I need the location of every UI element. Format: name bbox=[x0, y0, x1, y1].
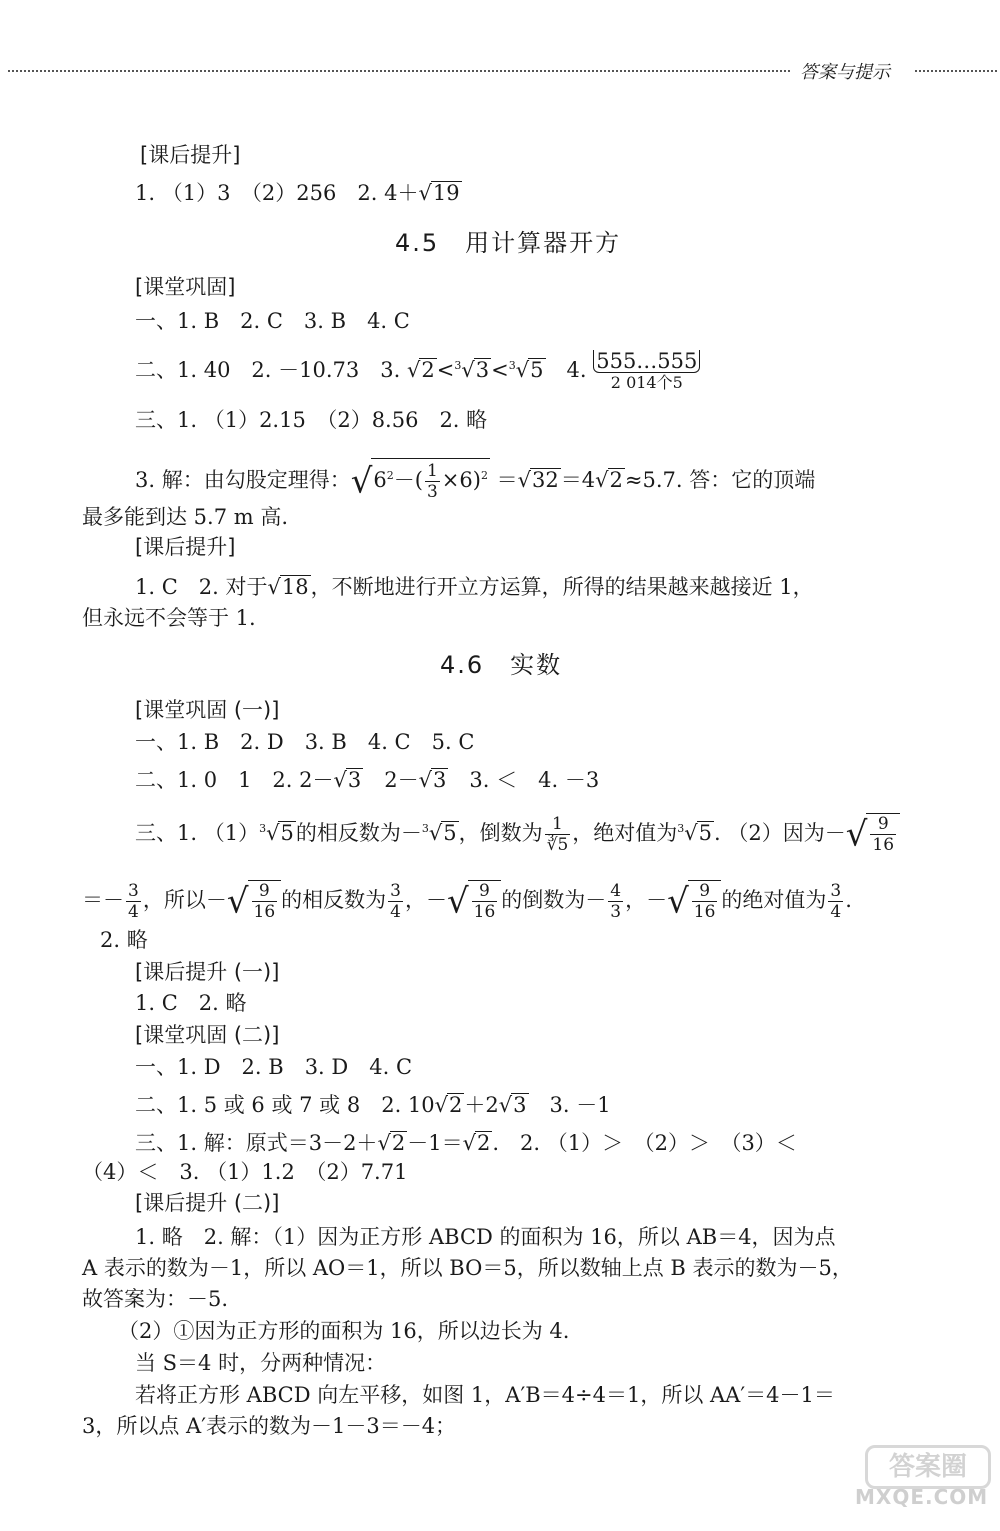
numerator: 1 bbox=[545, 814, 571, 835]
fraction bbox=[608, 881, 623, 922]
radicand: 2 bbox=[609, 468, 623, 492]
radicand: 3 bbox=[347, 768, 362, 792]
header-title: 答案与提示 bbox=[800, 62, 890, 83]
text: ，绝对值为 bbox=[572, 821, 678, 845]
text: 1. C 2. 对于 bbox=[135, 575, 268, 599]
watermark-site: MXQE.COM bbox=[855, 1485, 989, 1509]
radicand: 5 bbox=[280, 821, 294, 845]
text: ，倒数为 bbox=[458, 821, 543, 845]
text: ≈5.7. 答：它的顶端 bbox=[624, 468, 816, 492]
denominator: 3 bbox=[426, 482, 438, 502]
text: ，－ bbox=[625, 888, 668, 912]
answer-line: 3，所以点 A′表示的数为－1－3＝－4； bbox=[82, 1414, 457, 1438]
root-index: 3 bbox=[421, 822, 429, 835]
root-index: 3 bbox=[454, 359, 462, 372]
answer-line: 一、1. B 2. D 3. B 4. C 5. C bbox=[135, 730, 475, 754]
header-dotted-line-left bbox=[8, 70, 790, 72]
section-heading: [课后提升 (一)] bbox=[135, 960, 280, 984]
text: 4. bbox=[545, 358, 594, 382]
fraction bbox=[388, 881, 403, 922]
text: ＝－ bbox=[82, 888, 124, 912]
radicand: 3 bbox=[475, 358, 490, 382]
answer-line: 1. C 2. 对于√18，不断地进行开立方运算，所得的结果越来越接近 1， bbox=[135, 575, 814, 599]
numerator: 1 bbox=[426, 461, 438, 481]
answer-line: 1. 略 2. 解：（1）因为正方形 ABCD 的面积为 16，所以 AB＝4，因为点 bbox=[135, 1225, 836, 1249]
header-dotted-line-right bbox=[915, 70, 997, 72]
radicand: 5 bbox=[530, 358, 544, 382]
text: . （2）因为－ bbox=[714, 821, 846, 845]
text: 3. －1 bbox=[528, 1093, 611, 1117]
underbrace bbox=[593, 350, 700, 393]
section-heading: [课堂巩固 (二)] bbox=[135, 1023, 280, 1047]
answer-line: 若将正方形 ABCD 向左平移，如图 1，A′B＝4÷4＝1，所以 AA′＝4－1＝ bbox=[135, 1383, 835, 1407]
numerator: 4 bbox=[610, 881, 622, 901]
numerator: 9 bbox=[870, 814, 896, 835]
minus: － bbox=[393, 468, 415, 492]
text: 的相反数为－ bbox=[295, 821, 422, 845]
answer-line: 三、1. （1）2.15 （2）8.56 2. 略 bbox=[135, 408, 488, 432]
answer-line: 三、1. $(1)^3√5$的相反数为－$^3$√5，倒数为 $\frac{1}{∛5}$ ，绝对值为$^3$√5. （2）因为－√ $\frac{9}{16}$ bbox=[135, 813, 900, 855]
exponent: 2 bbox=[480, 469, 488, 482]
denominator: 16 bbox=[253, 902, 276, 922]
text: 的绝对值为 bbox=[721, 888, 827, 912]
answer-line: 3. 解：由勾股定理得：$√6^2-$( $\frac{1}{3}$ ×6)$^2$ ＝√32＝4√2≈5.7. 答：它的顶端 bbox=[135, 458, 815, 502]
fraction bbox=[828, 881, 843, 922]
text: ，不断地进行开立方运算，所得的结果越来越接近 1， bbox=[310, 575, 814, 599]
times: ×6 bbox=[441, 468, 473, 492]
root-index: 3 bbox=[508, 359, 516, 372]
answer-line: 1. C 2. 略 bbox=[135, 991, 247, 1015]
radical-sign: √ bbox=[845, 814, 868, 855]
radicand bbox=[248, 880, 282, 922]
answer-line: A 表示的数为－1，所以 AO＝1，所以 BO＝5，所以数轴上点 B 表示的数为－5， bbox=[82, 1256, 853, 1280]
radicand: 3 bbox=[513, 1093, 527, 1117]
denominator: ∛5 bbox=[546, 835, 569, 855]
answer-line: 故答案为：－5. bbox=[82, 1287, 229, 1311]
text: ，所以－ bbox=[142, 888, 227, 912]
numerator: 3 bbox=[128, 881, 139, 901]
section-heading: [课后提升 (二)] bbox=[135, 1191, 280, 1215]
radical-sign: √ bbox=[226, 881, 249, 922]
radicand: 5 bbox=[698, 821, 713, 845]
text: ＝4 bbox=[560, 468, 596, 492]
answer-line: （2）①因为正方形的面积为 16，所以边长为 4. bbox=[118, 1319, 570, 1343]
radicand: 32 bbox=[532, 468, 559, 492]
text: 1. （1）3 （2）256 2. 4＋ bbox=[135, 181, 419, 205]
section-heading: [课后提升] bbox=[140, 143, 241, 167]
answer-line: 当 S＝4 时，分两种情况： bbox=[135, 1351, 387, 1375]
text: 二、1. 40 2. －10.73 3. bbox=[135, 358, 407, 382]
text: 2－ bbox=[363, 768, 419, 792]
text: 二、1. 5 或 6 或 7 或 8 2. 10 bbox=[135, 1093, 435, 1117]
fraction bbox=[252, 881, 278, 922]
fraction bbox=[472, 881, 498, 922]
radicand: 2 bbox=[421, 358, 435, 382]
numerator: 9 bbox=[252, 881, 278, 902]
text: －1＝ bbox=[407, 1131, 463, 1155]
page-header bbox=[0, 58, 1000, 88]
text: ，－ bbox=[404, 888, 447, 912]
section-title: 4.5 用计算器开方 bbox=[395, 229, 622, 257]
section-heading: [课堂巩固] bbox=[135, 275, 236, 299]
fraction bbox=[870, 814, 896, 855]
numerator: 9 bbox=[472, 881, 498, 902]
answer-line: 一、1. B 2. C 3. B 4. C bbox=[135, 309, 410, 333]
numerator: 9 bbox=[692, 881, 718, 902]
radicand: 5 bbox=[443, 821, 457, 845]
radicand bbox=[866, 813, 900, 855]
watermark bbox=[855, 1445, 995, 1525]
fraction bbox=[126, 881, 141, 922]
brace-label: 2 014个5 bbox=[610, 373, 683, 392]
section-heading: [课后提升] bbox=[135, 535, 236, 559]
answer-line: 一、1. D 2. B 3. D 4. C bbox=[135, 1055, 413, 1079]
denominator: 16 bbox=[693, 902, 716, 922]
fraction bbox=[692, 881, 718, 922]
base: 6 bbox=[373, 468, 387, 492]
text: . bbox=[845, 888, 852, 912]
section-heading: [课堂巩固 (一)] bbox=[135, 698, 280, 722]
radicand: 19 bbox=[432, 181, 460, 205]
text: 二、1. 0 1 2. 2－ bbox=[135, 768, 334, 792]
answer-line: 二、1. 5 或 6 或 7 或 8 2. 10√2＋2√3 3. －1 bbox=[135, 1093, 611, 1117]
text: 3. 解：由勾股定理得： bbox=[135, 468, 351, 492]
radicand bbox=[468, 880, 502, 922]
text: ＝ bbox=[489, 468, 518, 492]
root-index: 3 bbox=[259, 822, 267, 835]
root-index: 3 bbox=[677, 822, 685, 835]
radicand: 3 bbox=[433, 768, 447, 792]
radical-sign: √ bbox=[350, 461, 373, 502]
less-than: < bbox=[491, 358, 509, 382]
answer-line: 1. （1）3 （2）256 2. 4＋√19 bbox=[135, 181, 460, 205]
denominator: 4 bbox=[128, 902, 139, 922]
fraction bbox=[425, 461, 440, 502]
radicand: $6^2-$( $\frac{1}{3}$ ×6)$^2$ bbox=[371, 458, 490, 502]
denominator: 4 bbox=[390, 902, 401, 922]
denominator: 3 bbox=[610, 902, 622, 922]
answer-line: 三、1. 解：原式＝3－2＋√2－1＝√2. 2. （1）＞ （2）＞ （3）＜ bbox=[135, 1131, 797, 1155]
denominator: 16 bbox=[473, 902, 496, 922]
numerator: 3 bbox=[390, 881, 401, 901]
answer-line: （4）＜ 3. （1）1.2 （2）7.71 bbox=[82, 1160, 408, 1184]
text: 3. ＜ 4. －3 bbox=[448, 768, 600, 792]
text: . 2. （1）＞ （2）＞ （3）＜ bbox=[492, 1131, 797, 1155]
denominator: 16 bbox=[872, 835, 895, 855]
text: 的相反数为 bbox=[281, 888, 387, 912]
watermark-badge: 答案圈 bbox=[865, 1445, 991, 1489]
text: 的倒数为－ bbox=[501, 888, 607, 912]
exponent: 2 bbox=[386, 469, 394, 482]
radicand: 2 bbox=[476, 1131, 491, 1155]
fraction bbox=[545, 814, 571, 855]
denominator: 4 bbox=[830, 902, 842, 922]
radicand: 18 bbox=[281, 575, 309, 599]
section-title: 4.6 实数 bbox=[440, 651, 563, 679]
text: 三、1. 解：原式＝3－2＋ bbox=[135, 1131, 378, 1155]
less-than: < bbox=[436, 358, 455, 382]
radicand bbox=[688, 880, 722, 922]
answer-line: 二、1. 40 2. －10.73 3. √2<$^3$√3<$^3$√5 4. 555…555 2 014个5 bbox=[135, 350, 700, 393]
answer-line: 2. 略 bbox=[100, 928, 148, 952]
radicand: 2 bbox=[449, 1093, 463, 1117]
brace-top: 555…555 bbox=[593, 350, 700, 373]
answer-line bbox=[82, 880, 852, 922]
answer-line: 但永远不会等于 1. bbox=[82, 606, 256, 630]
radical-sign: √ bbox=[667, 881, 689, 922]
text: ＋2 bbox=[464, 1093, 499, 1117]
answer-line: 二、1. 0 1 2. 2－√3 2－√3 3. ＜ 4. －3 bbox=[135, 768, 600, 792]
radical-sign: √ bbox=[446, 881, 469, 922]
text: 三、1. （1） bbox=[135, 821, 260, 845]
numerator: 3 bbox=[830, 881, 842, 901]
answer-line: 最多能到达 5.7 m 高. bbox=[82, 505, 289, 529]
radicand: 2 bbox=[391, 1131, 406, 1155]
